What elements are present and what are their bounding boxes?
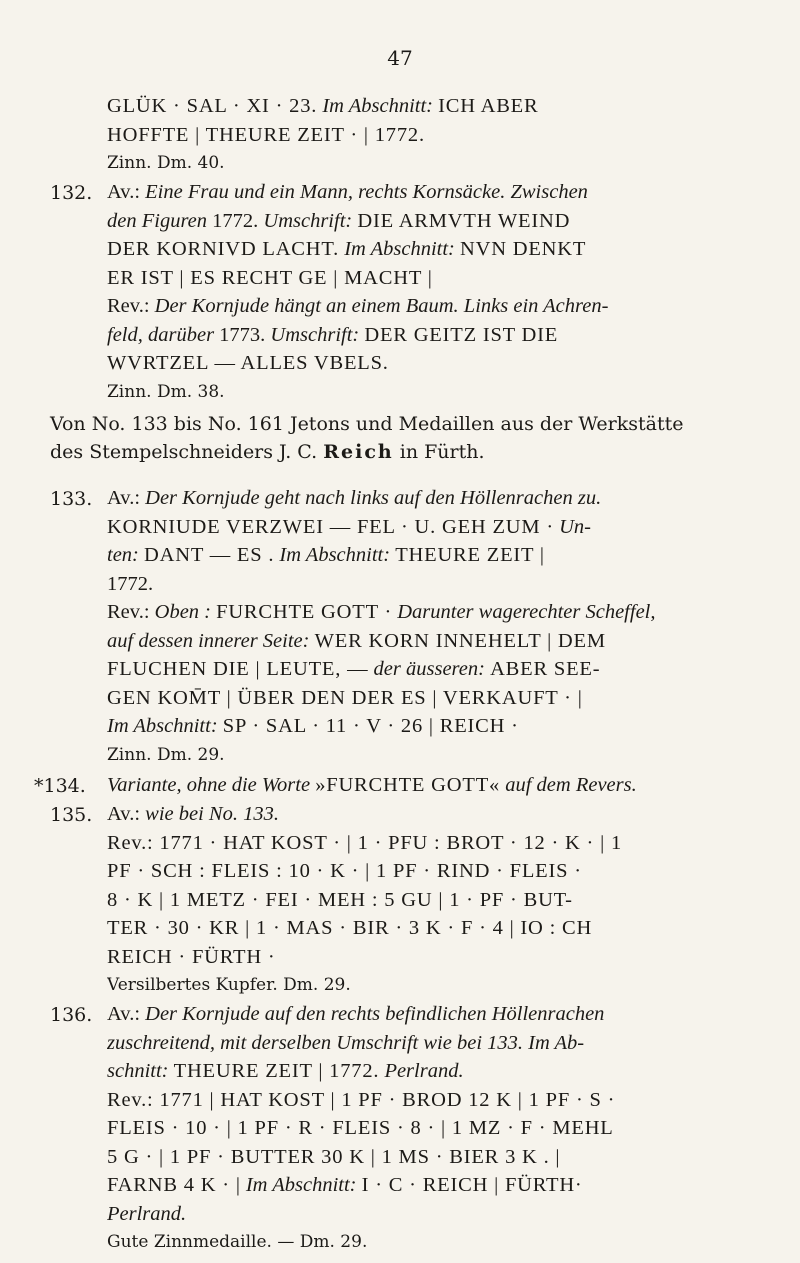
entry-number: 132. (50, 182, 93, 204)
text-line: ten: DANT — ES . Im Abschnitt: THEURE ZEIT | (107, 544, 545, 566)
section-intro (50, 410, 770, 466)
text-line: Av.: wie bei No. 133. (107, 803, 279, 825)
text-line: Im Abschnitt: SP · SAL · 11 · V · 26 | REICH · (107, 715, 519, 737)
text-line: GLÜK · SAL · XI · 23. Im Abschnitt: ICH ABER (107, 95, 539, 117)
name-reich: Reich (323, 441, 394, 463)
text-line: 5 G · | 1 PF · BUTTER 30 K | 1 MS · BIER 3 K . | (107, 1145, 561, 1168)
entry-number: *134. (34, 775, 86, 797)
text-line: FARNB 4 K · | Im Abschnitt: I · C · REICH | FÜRTH· (107, 1174, 583, 1196)
text-line: PF · SCH : FLEIS : 10 · K · | 1 PF · RIND · FLEIS · (107, 860, 582, 882)
text-line: Versilbertes Kupfer. Dm. 29. (107, 975, 351, 995)
text-line: auf dessen innerer Seite: WER KORN INNEHELT | DEM (107, 629, 606, 652)
text-line: den Figuren 1772. Umschrift: DIE ARMVTH WEIND (107, 209, 571, 232)
text-line: des Stempelschneiders J. C. Reich in Fürth. (50, 441, 485, 463)
text-line: DER KORNIVD LACHT. Im Abschnitt: NVN DENKT (107, 238, 587, 260)
text-line: WVRTZEL — ALLES VBELS. (107, 352, 389, 374)
text-line: zuschreitend, mit derselben Umschrift wie bei 133. Im Ab- (107, 1031, 585, 1054)
text-line: 8 · K | 1 METZ · FEI · MEH : 5 GU | 1 · PF · BUT- (107, 888, 573, 911)
text-line: Zinn. Dm. 38. (107, 381, 225, 402)
text-line: KORNIUDE VERZWEI — FEL · U. GEH ZUM · Un- (107, 515, 591, 538)
text-line: Von No. 133 bis No. 161 Jetons und Medaillen aus der Werkstätte (50, 413, 684, 435)
text-line: REICH · FÜRTH · (107, 945, 276, 968)
text-line: Perlrand. (107, 1202, 187, 1225)
text-line: FLEIS · 10 · | 1 PF · R · FLEIS · 8 · | 1 MZ · F · MEHL (107, 1117, 614, 1139)
text-line: 1772. (107, 572, 154, 595)
text-line: TER · 30 · KR | 1 · MAS · BIR · 3 K · F · 4 | IO : CH (107, 917, 593, 939)
text-line: schnitt: THEURE ZEIT | 1772. Perlrand. (107, 1060, 464, 1082)
entry-number: 136. (50, 1004, 93, 1026)
text-line: Rev.: Oben : FURCHTE GOTT · Darunter wagerechter Scheffel, (107, 601, 656, 623)
text-line: Av.: Der Kornjude auf den rechts befindlichen Höllenrachen (107, 1003, 605, 1025)
text-line: Rev.: 1771 | HAT KOST | 1 PF · BROD 12 K | 1 PF · S · (107, 1088, 616, 1111)
text-line: Rev.: Der Kornjude hängt an einem Baum. Links ein Achren- (107, 295, 609, 317)
text-line: FLUCHEN DIE | LEUTE, — der äusseren: ABER SEE- (107, 658, 601, 680)
text-line: Zinn. Dm. 40. (107, 153, 225, 173)
text-line: Rev.: 1771 · HAT KOST · | 1 · PFU : BROT · 12 · K · | 1 (107, 831, 622, 854)
text-line: Variante, ohne die Worte »FURCHTE GOTT« auf dem Revers. (107, 774, 637, 796)
text-line: Zinn. Dm. 29. (107, 744, 225, 765)
text-line: Gute Zinnmedaille. — Dm. 29. (107, 1232, 368, 1252)
text-line: Av.: Der Kornjude geht nach links auf den Höllenrachen zu. (107, 487, 602, 509)
entry-number: 133. (50, 488, 93, 510)
entry-number: 135. (50, 804, 93, 826)
page-number: 47 (387, 46, 413, 70)
text-line: Av.: Eine Frau und ein Mann, rechts Kornsäcke. Zwischen (107, 181, 588, 203)
text-line: feld, darüber 1773. Umschrift: DER GEITZ IST DIE (107, 323, 559, 346)
text-line: ER IST | ES RECHT GE | MACHT | (107, 266, 433, 289)
text-line: HOFFTE | THEURE ZEIT · | 1772. (107, 123, 425, 146)
text-line: GEN KOM̄T | ÜBER DEN DER ES | VERKAUFT · | (107, 686, 583, 709)
